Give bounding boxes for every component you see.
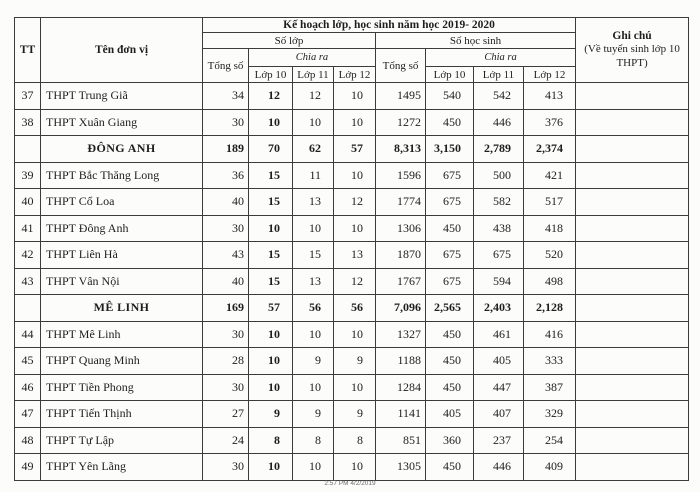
cell-students-total: 1327 — [376, 321, 426, 348]
cell-students-grade10: 450 — [426, 215, 474, 242]
cell-students-total: 1306 — [376, 215, 426, 242]
cell-note — [576, 321, 689, 348]
cell-row-number: 48 — [15, 427, 41, 454]
cell-classes-grade12: 10 — [334, 83, 376, 110]
cell-students-grade11: 407 — [474, 401, 524, 428]
cell-students-grade10: 675 — [426, 189, 474, 216]
cell-classes-grade12: 56 — [334, 295, 376, 322]
cell-classes-total: 24 — [203, 427, 249, 454]
cell-classes-total: 189 — [203, 136, 249, 163]
cell-classes-grade11: 10 — [293, 374, 334, 401]
col-header-unit-name: Tên đơn vị — [41, 18, 203, 83]
table-row — [15, 162, 689, 189]
cell-classes-grade10: 15 — [249, 162, 293, 189]
print-timestamp: 2:57 PM 4/2/2019 — [324, 480, 376, 487]
table-row — [15, 83, 689, 110]
cell-classes-grade11: 15 — [293, 242, 334, 269]
cell-note — [576, 83, 689, 110]
cell-students-total: 1305 — [376, 454, 426, 481]
cell-students-grade11: 594 — [474, 268, 524, 295]
cell-classes-grade12: 12 — [334, 268, 376, 295]
cell-students-grade11: 461 — [474, 321, 524, 348]
cell-students-total: 1870 — [376, 242, 426, 269]
cell-classes-total: 28 — [203, 348, 249, 375]
cell-classes-grade12: 13 — [334, 242, 376, 269]
cell-note — [576, 401, 689, 428]
col-header-plan-title: Kế hoạch lớp, học sinh năm học 2019- 2020 — [203, 18, 576, 33]
cell-row-number: 49 — [15, 454, 41, 481]
cell-unit-name: ĐÔNG ANH — [41, 136, 203, 163]
cell-classes-total: 30 — [203, 374, 249, 401]
table-row — [15, 348, 689, 375]
cell-note — [576, 189, 689, 216]
col-header-students-grade12: Lớp 12 — [524, 67, 576, 83]
cell-note — [576, 348, 689, 375]
cell-unit-name: THPT Yên Lãng — [41, 454, 203, 481]
cell-classes-grade11: 8 — [293, 427, 334, 454]
cell-classes-grade12: 8 — [334, 427, 376, 454]
cell-students-total: 851 — [376, 427, 426, 454]
cell-students-total: 1767 — [376, 268, 426, 295]
cell-students-grade10: 450 — [426, 321, 474, 348]
cell-unit-name: THPT Tiến Thịnh — [41, 401, 203, 428]
cell-classes-grade12: 9 — [334, 401, 376, 428]
cell-students-grade11: 675 — [474, 242, 524, 269]
cell-unit-name: THPT Trung Giã — [41, 83, 203, 110]
cell-classes-grade10: 10 — [249, 321, 293, 348]
cell-classes-grade12: 10 — [334, 109, 376, 136]
table-row — [15, 189, 689, 216]
table-row — [15, 109, 689, 136]
cell-row-number: 37 — [15, 83, 41, 110]
cell-classes-grade10: 12 — [249, 83, 293, 110]
col-header-tt: TT — [15, 18, 41, 83]
cell-unit-name: THPT Tự Lập — [41, 427, 203, 454]
cell-note — [576, 215, 689, 242]
cell-classes-grade12: 10 — [334, 321, 376, 348]
cell-classes-grade11: 10 — [293, 321, 334, 348]
cell-classes-grade11: 9 — [293, 401, 334, 428]
table-header — [15, 18, 689, 83]
cell-students-grade11: 446 — [474, 454, 524, 481]
cell-classes-grade10: 10 — [249, 374, 293, 401]
cell-students-grade12: 376 — [524, 109, 576, 136]
table-row — [15, 374, 689, 401]
cell-students-grade12: 333 — [524, 348, 576, 375]
cell-classes-grade11: 10 — [293, 215, 334, 242]
cell-unit-name: THPT Liên Hà — [41, 242, 203, 269]
cell-classes-grade10: 9 — [249, 401, 293, 428]
cell-classes-grade12: 57 — [334, 136, 376, 163]
cell-students-grade10: 450 — [426, 454, 474, 481]
cell-classes-grade12: 10 — [334, 454, 376, 481]
cell-unit-name: THPT Quang Minh — [41, 348, 203, 375]
col-header-students-total: Tổng số — [376, 49, 426, 83]
cell-students-grade10: 405 — [426, 401, 474, 428]
cell-classes-grade11: 11 — [293, 162, 334, 189]
note-header-subtitle: (Về tuyển sinh lớp 10 THPT) — [584, 43, 680, 70]
cell-unit-name: THPT Xuân Giang — [41, 109, 203, 136]
cell-students-grade11: 2,403 — [474, 295, 524, 322]
cell-classes-grade10: 15 — [249, 189, 293, 216]
cell-students-grade12: 2,374 — [524, 136, 576, 163]
table-row — [15, 427, 689, 454]
table-row — [15, 136, 689, 163]
note-header-title: Ghi chú — [612, 30, 652, 43]
cell-students-grade12: 409 — [524, 454, 576, 481]
cell-students-grade11: 500 — [474, 162, 524, 189]
table-row — [15, 454, 689, 481]
cell-students-grade12: 413 — [524, 83, 576, 110]
cell-classes-total: 30 — [203, 215, 249, 242]
cell-classes-grade11: 56 — [293, 295, 334, 322]
cell-classes-grade11: 9 — [293, 348, 334, 375]
cell-students-grade10: 450 — [426, 109, 474, 136]
cell-classes-total: 36 — [203, 162, 249, 189]
cell-students-grade10: 675 — [426, 268, 474, 295]
col-header-classes-grade12: Lớp 12 — [334, 67, 376, 83]
cell-students-grade12: 520 — [524, 242, 576, 269]
table-body — [15, 83, 689, 481]
cell-students-grade12: 498 — [524, 268, 576, 295]
cell-note — [576, 374, 689, 401]
cell-students-grade10: 675 — [426, 242, 474, 269]
cell-row-number — [15, 295, 41, 322]
cell-note — [576, 109, 689, 136]
col-header-classes-group: Số lớp — [203, 33, 376, 49]
cell-classes-grade10: 10 — [249, 348, 293, 375]
cell-classes-grade10: 10 — [249, 109, 293, 136]
cell-unit-name: THPT Tiền Phong — [41, 374, 203, 401]
cell-row-number: 39 — [15, 162, 41, 189]
cell-students-grade12: 421 — [524, 162, 576, 189]
cell-students-grade10: 450 — [426, 374, 474, 401]
table-row — [15, 242, 689, 269]
table-row — [15, 321, 689, 348]
cell-students-total: 1272 — [376, 109, 426, 136]
cell-row-number: 40 — [15, 189, 41, 216]
cell-students-total: 7,096 — [376, 295, 426, 322]
cell-unit-name: THPT Cổ Loa — [41, 189, 203, 216]
cell-classes-grade10: 8 — [249, 427, 293, 454]
cell-note — [576, 136, 689, 163]
cell-classes-total: 43 — [203, 242, 249, 269]
cell-students-grade10: 675 — [426, 162, 474, 189]
cell-classes-grade11: 10 — [293, 109, 334, 136]
school-plan-table — [14, 17, 689, 481]
cell-classes-grade12: 10 — [334, 215, 376, 242]
cell-unit-name: THPT Đông Anh — [41, 215, 203, 242]
cell-classes-grade12: 10 — [334, 162, 376, 189]
col-header-students-grade11: Lớp 11 — [474, 67, 524, 83]
cell-students-grade10: 360 — [426, 427, 474, 454]
cell-students-grade12: 418 — [524, 215, 576, 242]
cell-students-total: 8,313 — [376, 136, 426, 163]
cell-students-grade10: 3,150 — [426, 136, 474, 163]
cell-classes-grade11: 13 — [293, 189, 334, 216]
col-header-note — [576, 18, 689, 83]
cell-unit-name: MÊ LINH — [41, 295, 203, 322]
cell-unit-name: THPT Mê Linh — [41, 321, 203, 348]
cell-students-total: 1774 — [376, 189, 426, 216]
cell-students-grade12: 517 — [524, 189, 576, 216]
cell-row-number: 47 — [15, 401, 41, 428]
cell-students-grade12: 329 — [524, 401, 576, 428]
table-row — [15, 401, 689, 428]
cell-classes-total: 34 — [203, 83, 249, 110]
cell-classes-total: 30 — [203, 109, 249, 136]
cell-row-number: 38 — [15, 109, 41, 136]
cell-students-grade10: 540 — [426, 83, 474, 110]
table-row — [15, 215, 689, 242]
cell-students-grade12: 254 — [524, 427, 576, 454]
cell-students-total: 1141 — [376, 401, 426, 428]
col-header-students-group: Số học sinh — [376, 33, 576, 49]
cell-note — [576, 295, 689, 322]
col-header-classes-breakdown: Chia ra — [249, 49, 376, 67]
cell-row-number: 43 — [15, 268, 41, 295]
cell-unit-name: THPT Vân Nội — [41, 268, 203, 295]
cell-classes-total: 27 — [203, 401, 249, 428]
cell-row-number: 41 — [15, 215, 41, 242]
col-header-classes-grade11: Lớp 11 — [293, 67, 334, 83]
cell-classes-grade11: 62 — [293, 136, 334, 163]
cell-students-grade10: 2,565 — [426, 295, 474, 322]
cell-students-total: 1188 — [376, 348, 426, 375]
cell-note — [576, 162, 689, 189]
cell-classes-total: 30 — [203, 321, 249, 348]
cell-students-grade11: 2,789 — [474, 136, 524, 163]
col-header-classes-grade10: Lớp 10 — [249, 67, 293, 83]
cell-row-number: 45 — [15, 348, 41, 375]
cell-classes-grade10: 15 — [249, 268, 293, 295]
cell-note — [576, 242, 689, 269]
table-row — [15, 268, 689, 295]
cell-note — [576, 427, 689, 454]
cell-classes-total: 169 — [203, 295, 249, 322]
cell-students-grade10: 450 — [426, 348, 474, 375]
cell-students-total: 1284 — [376, 374, 426, 401]
cell-students-grade11: 237 — [474, 427, 524, 454]
cell-row-number: 44 — [15, 321, 41, 348]
cell-students-grade11: 447 — [474, 374, 524, 401]
cell-students-grade12: 416 — [524, 321, 576, 348]
cell-students-grade12: 2,128 — [524, 295, 576, 322]
cell-students-grade11: 446 — [474, 109, 524, 136]
cell-classes-grade10: 70 — [249, 136, 293, 163]
col-header-classes-total: Tổng số — [203, 49, 249, 83]
cell-row-number: 42 — [15, 242, 41, 269]
cell-classes-total: 40 — [203, 189, 249, 216]
cell-classes-grade10: 10 — [249, 215, 293, 242]
cell-students-total: 1596 — [376, 162, 426, 189]
cell-row-number: 46 — [15, 374, 41, 401]
cell-classes-total: 30 — [203, 454, 249, 481]
cell-unit-name: THPT Bắc Thăng Long — [41, 162, 203, 189]
cell-classes-grade11: 13 — [293, 268, 334, 295]
cell-students-grade11: 582 — [474, 189, 524, 216]
table-row — [15, 295, 689, 322]
cell-classes-grade10: 15 — [249, 242, 293, 269]
cell-classes-total: 40 — [203, 268, 249, 295]
cell-classes-grade12: 12 — [334, 189, 376, 216]
header-row-1 — [15, 18, 689, 33]
cell-classes-grade12: 10 — [334, 374, 376, 401]
col-header-students-grade10: Lớp 10 — [426, 67, 474, 83]
cell-classes-grade12: 9 — [334, 348, 376, 375]
cell-note — [576, 454, 689, 481]
cell-classes-grade11: 10 — [293, 454, 334, 481]
cell-classes-grade10: 10 — [249, 454, 293, 481]
cell-students-grade12: 387 — [524, 374, 576, 401]
cell-students-grade11: 438 — [474, 215, 524, 242]
cell-students-grade11: 542 — [474, 83, 524, 110]
cell-classes-grade10: 57 — [249, 295, 293, 322]
cell-students-total: 1495 — [376, 83, 426, 110]
cell-classes-grade11: 12 — [293, 83, 334, 110]
cell-note — [576, 268, 689, 295]
cell-row-number — [15, 136, 41, 163]
col-header-students-breakdown: Chia ra — [426, 49, 576, 67]
cell-students-grade11: 405 — [474, 348, 524, 375]
